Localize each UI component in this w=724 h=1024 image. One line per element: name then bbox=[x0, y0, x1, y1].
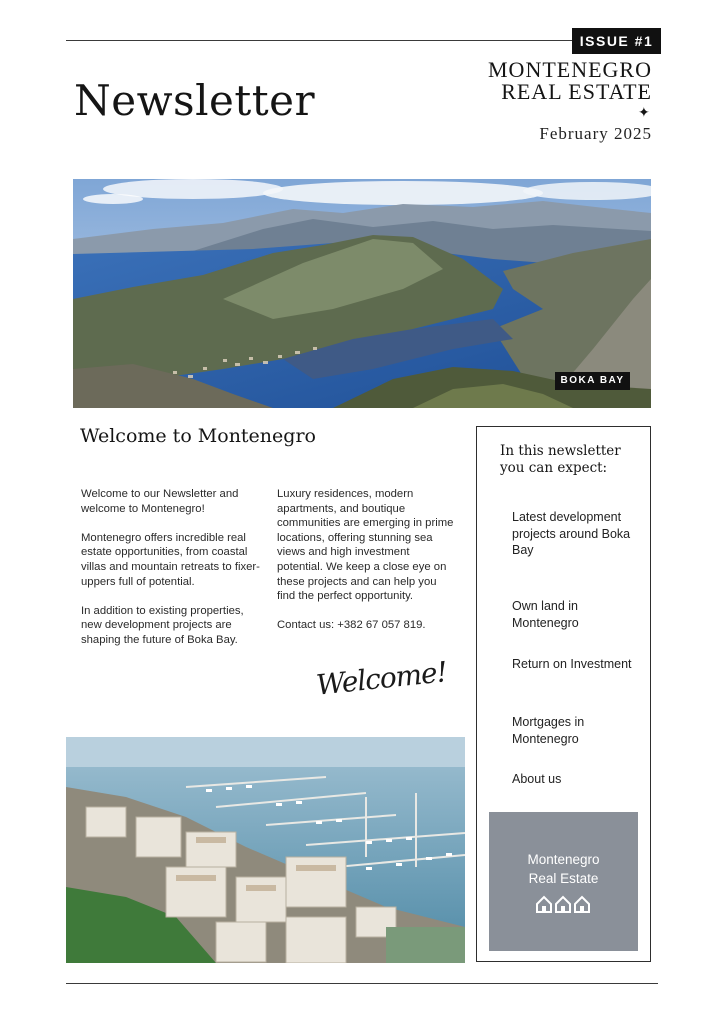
sidebar-item-own-land[interactable]: Own land in Montenegro bbox=[512, 599, 579, 630]
signature: Welcome! bbox=[314, 655, 449, 702]
top-rule bbox=[66, 40, 658, 41]
sidebar-item-about-us[interactable]: About us bbox=[512, 772, 562, 786]
newsletter-title: Newsletter bbox=[74, 76, 316, 125]
sidebar-heading: In this newsletter you can expect: bbox=[500, 443, 621, 476]
intro-column-2 bbox=[277, 487, 455, 648]
intro-paragraph: In addition to existing properties, new development projects are shaping the future of Boka Bay. bbox=[81, 604, 244, 646]
sidebar-item-mortgages[interactable]: Mortgages in Montenegro bbox=[512, 715, 585, 746]
brand-name bbox=[488, 59, 652, 103]
houses-icon bbox=[535, 894, 591, 914]
issue-badge: ISSUE #1 bbox=[572, 28, 661, 54]
bottom-rule bbox=[66, 983, 658, 984]
marina-aerial-photo bbox=[66, 737, 465, 963]
company-logo bbox=[489, 812, 638, 951]
brand-line-2: REAL ESTATE bbox=[501, 79, 652, 104]
marina-photo bbox=[66, 737, 465, 963]
logo-line-2: Real Estate bbox=[528, 871, 599, 886]
intro-column-1 bbox=[81, 487, 265, 662]
contact-line: Contact us: +382 67 057 819. bbox=[277, 619, 426, 632]
intro-paragraph: Luxury residences, modern apartments, and boutique communities are emerging in prime locations, offering stunning sea views and high investment potential. We keep a close eye on these projects and can help you find the perfect opportunity. bbox=[277, 488, 454, 603]
welcome-heading: Welcome to Montenegro bbox=[80, 425, 316, 447]
logo-line-1: Montenegro bbox=[527, 852, 600, 867]
intro-paragraph: Montenegro offers incredible real estate opportunities, from coastal villas and mountain retreats to fixer-uppers full of potential. bbox=[81, 531, 260, 588]
brand-line-1: MONTENEGRO bbox=[488, 57, 652, 82]
sidebar-item-development-projects[interactable]: Latest development projects around Boka Bay bbox=[512, 510, 631, 557]
sidebar-item-return-on-investment[interactable]: Return on Investment bbox=[512, 657, 632, 671]
intro-paragraph: Welcome to our Newsletter and welcome to Montenegro! bbox=[81, 488, 239, 515]
issue-date: February 2025 bbox=[539, 124, 652, 143]
photo-caption: BOKA BAY bbox=[555, 372, 630, 390]
sparkle-icon: ✦ bbox=[638, 104, 650, 120]
logo-text bbox=[489, 850, 638, 888]
